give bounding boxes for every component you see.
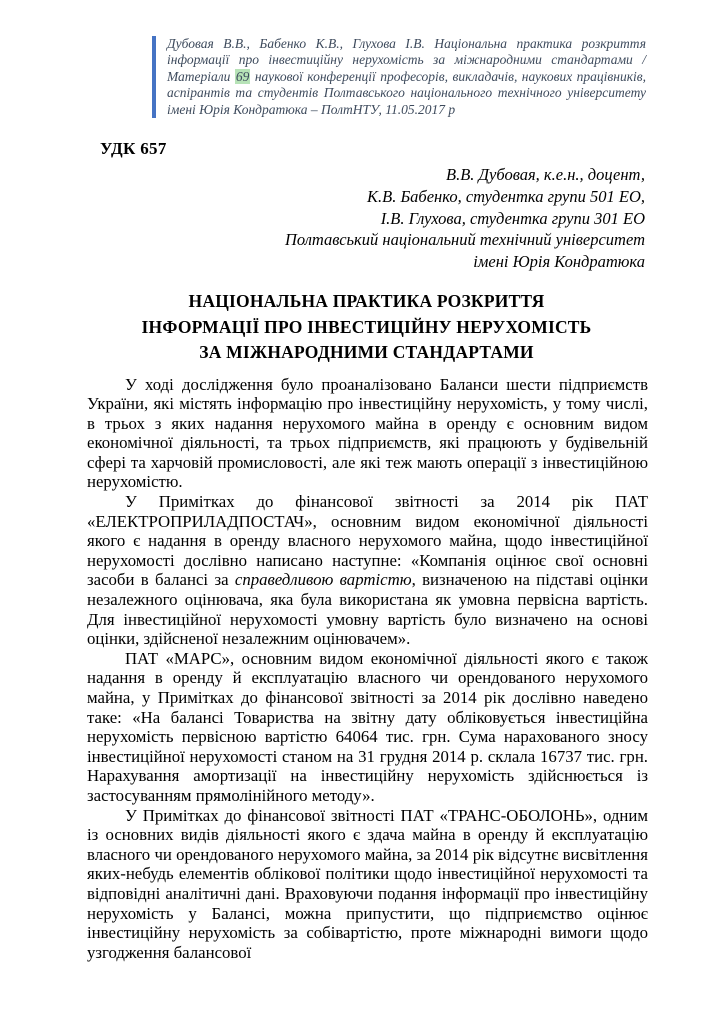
italic-text-run: справедливою вартістю: [234, 570, 412, 590]
title-line: ЗА МІЖНАРОДНИМИ СТАНДАРТАМИ: [199, 342, 534, 363]
text-run: У Примітках до фінансової звітності ПАТ «ТРАНС-ОБОЛОНЬ», одним із основних видів діяльності якого є здача майна в оренду й експлуатацію власного чи орендованого нерухомого майна, за 2014 рік відсутнє висвітлення яких-небудь елементів облікової політики щодо інвестиційної нерухомості та відповідні аналітичні дані. Враховуючи подання інформації про інвестиційну нерухомість у Балансі, можна припустити, що підприємство оцінює інвестиційну нерухомість за собівартістю, проте міжнародні вимоги щодо узгодження балансової: [87, 805, 648, 962]
authors-block: [200, 164, 645, 273]
text-run: У Примітках до фінансової звітності за 2014 рік ПАТ «ЕЛЕКТРОПРИЛАДПОСТАЧ», основним видом економічної діяльності якого є надання в оренду власного нерухомого майна, щодо інвестиційної нерухомості дослівно написано наступне: «Компанія оцінює свої основні засоби в балансі за: [87, 492, 648, 590]
text-run: , визначеною на підставі оцінки незалежного оцінювача, яка була використана як умовна первісна вартість. Для інвестиційної нерухомості умовну вартість було визначено на основі оцінки, здійсненої незалежним оцінювачем».: [87, 570, 649, 649]
text-run: ПАТ «МАРС», основним видом економічної діяльності якого є також надання в оренду й експлуатацію власного чи орендованого нерухомого майна, у Примітках до фінансової звітності за 2014 рік дослівно наведено таке: «На балансі Товариства на звітну дату обліковується інвестиційна нерухомість первісною вартістю 64064 тис. грн. Сума нарахованого зносу інвестиційної нерухомості станом на 31 грудня 2014 р. склала 16737 тис. грн. Нарахування амортизації на інвестиційну нерухомість здійснюється із застосуванням прямолінійного методу».: [87, 648, 648, 805]
citation-text-before: Дубовая В.В., Бабенко К.В., Глухова І.В. Національна практика розкриття інформації про інвестиційну нерухомість за міжнародними стандартами / Матеріали: [167, 36, 646, 84]
author-line: І.В. Глухова, студентка групи 301 ЕО: [380, 208, 645, 228]
body-paragraphs: [87, 375, 648, 963]
title-line: ІНФОРМАЦІЇ ПРО ІНВЕСТИЦІЙНУ НЕРУХОМІСТЬ: [141, 316, 592, 337]
citation-text-after: наукової конференції професорів, викладачів, наукових працівників, аспірантів та студентів Полтавського національного технічного університету імені Юрія Кондратюка – ПолтНТУ, 11.05.2017 р: [167, 68, 646, 117]
affiliation-line: Полтавський національний технічний університет: [284, 230, 645, 250]
author-line: К.В. Бабенко, студентка групи 501 ЕО,: [367, 186, 645, 206]
text-run: У ході дослідження було проаналізовано Баланси шести підприємств України, які містять інформацію про інвестиційну нерухомість, у тому числі, в трьох з яких надання нерухомого майна в оренду є основним видом економічної діяльності, та трьох підприємств, які працюють у будівельній сфері та харчовій промисловості, але які теж мають операції з інвестиційною нерухомістю.: [87, 374, 648, 492]
author-line: В.В. Дубовая, к.е.н., доцент,: [446, 165, 645, 185]
body-paragraph: [87, 806, 648, 963]
body-paragraph: [87, 375, 648, 493]
title-line: НАЦІОНАЛЬНА ПРАКТИКА РОЗКРИТТЯ: [188, 291, 545, 312]
body-paragraph: [87, 649, 648, 806]
citation-block: [152, 36, 646, 118]
udc-code: УДК 657: [100, 139, 167, 159]
page-title: [87, 289, 646, 366]
body-paragraph: [87, 492, 648, 649]
citation-highlighted-number: 69: [235, 68, 250, 84]
affiliation-line: імені Юрія Кондратюка: [473, 252, 645, 272]
